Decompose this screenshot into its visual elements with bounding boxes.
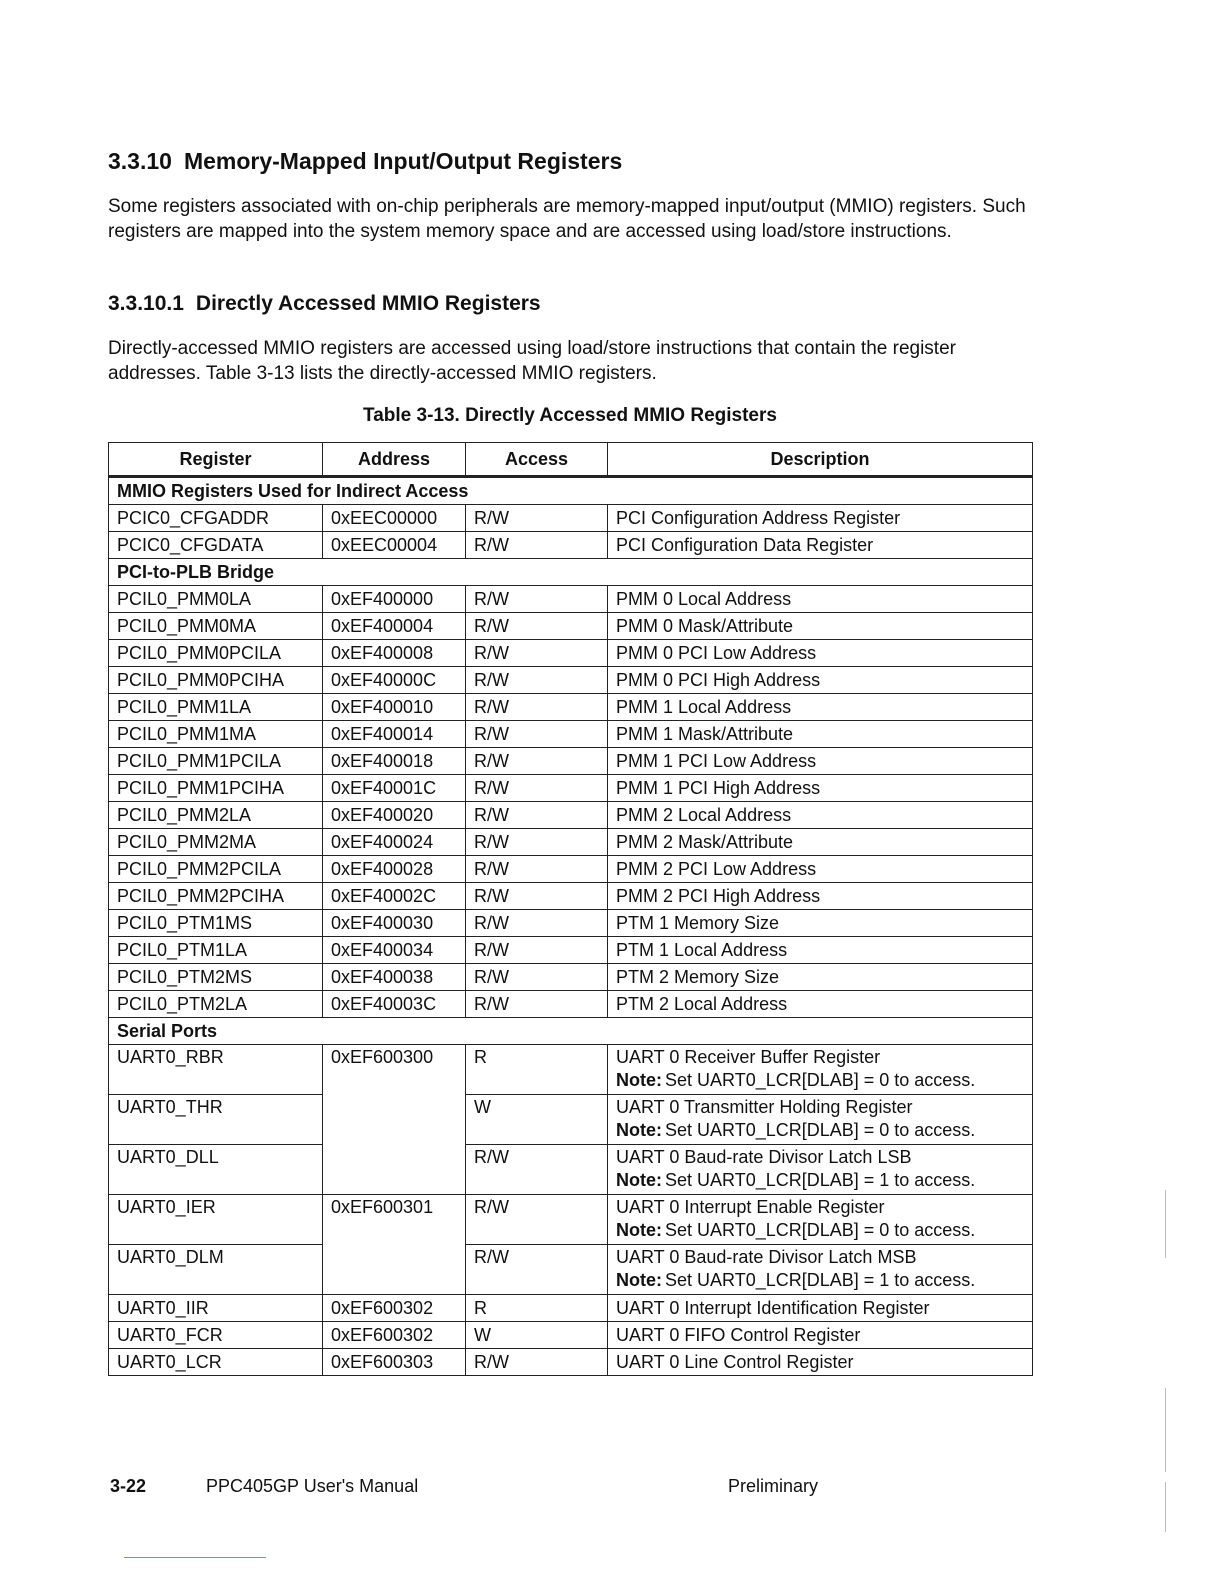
register-cell: PCIL0_PMM2PCILA <box>109 856 323 883</box>
description-text: UART 0 Interrupt Enable Register <box>616 1197 885 1217</box>
note-text: Set UART0_LCR[DLAB] = 1 to access. <box>665 1170 976 1190</box>
table-row <box>109 748 1033 775</box>
address-cell: 0xEF600302 <box>323 1295 466 1322</box>
note-label: Note: <box>616 1220 662 1240</box>
table-row <box>109 829 1033 856</box>
description-cell <box>608 1095 1033 1145</box>
table-row <box>109 1349 1033 1376</box>
access-cell: R/W <box>466 1145 608 1195</box>
description-text: UART 0 Baud-rate Divisor Latch LSB <box>616 1147 912 1167</box>
table-row <box>109 883 1033 910</box>
footer-manual-title: PPC405GP User's Manual <box>206 1476 419 1496</box>
description-cell <box>608 1349 1033 1376</box>
access-cell: R/W <box>466 721 608 748</box>
description-text: PMM 0 Local Address <box>616 589 792 609</box>
note-text: Set UART0_LCR[DLAB] = 1 to access. <box>665 1270 976 1290</box>
description-cell <box>608 775 1033 802</box>
address-cell: 0xEF40003C <box>323 991 466 1018</box>
description-cell <box>608 883 1033 910</box>
address-cell: 0xEF400020 <box>323 802 466 829</box>
register-cell: PCIL0_PMM1MA <box>109 721 323 748</box>
access-cell: R/W <box>466 532 608 559</box>
description-text: PCI Configuration Data Register <box>616 535 874 555</box>
description-cell <box>608 910 1033 937</box>
table-row <box>109 1295 1033 1322</box>
description-cell <box>608 802 1033 829</box>
register-cell: UART0_THR <box>109 1095 323 1145</box>
section-row <box>109 1018 1033 1045</box>
address-cell: 0xEF40002C <box>323 883 466 910</box>
access-cell: R/W <box>466 964 608 991</box>
note-text: Set UART0_LCR[DLAB] = 0 to access. <box>665 1070 976 1090</box>
header-description: Description <box>608 443 1033 477</box>
table-caption: Table 3-13. Directly Accessed MMIO Registers <box>363 405 777 426</box>
description-text: UART 0 Transmitter Holding Register <box>616 1097 913 1117</box>
register-cell: PCIL0_PTM1LA <box>109 937 323 964</box>
description-cell <box>608 748 1033 775</box>
header-address: Address <box>323 443 466 477</box>
register-cell: PCIL0_PMM2MA <box>109 829 323 856</box>
access-cell: R/W <box>466 937 608 964</box>
table-row <box>109 964 1033 991</box>
table-row <box>109 1195 1033 1245</box>
description-text: UART 0 Interrupt Identification Register <box>616 1298 930 1318</box>
access-cell: R/W <box>466 613 608 640</box>
note-text: Set UART0_LCR[DLAB] = 0 to access. <box>665 1120 976 1140</box>
table-row <box>109 991 1033 1018</box>
table-row <box>109 505 1033 532</box>
header-register: Register <box>109 443 323 477</box>
register-cell: UART0_LCR <box>109 1349 323 1376</box>
subsection-number: 3.3.10.1 <box>108 292 184 315</box>
register-cell: UART0_RBR <box>109 1045 323 1095</box>
description-cell <box>608 1295 1033 1322</box>
description-text: UART 0 Baud-rate Divisor Latch MSB <box>616 1247 917 1267</box>
access-cell: R/W <box>466 829 608 856</box>
description-cell <box>608 964 1033 991</box>
register-cell: UART0_IIR <box>109 1295 323 1322</box>
description-cell <box>608 667 1033 694</box>
address-cell: 0xEF600302 <box>323 1322 466 1349</box>
subsection-paragraph: Directly-accessed MMIO registers are accessed using load/store instructions that contain the register addresses. Table 3-13 lists the directly-accessed MMIO registers. <box>108 338 956 384</box>
address-cell: 0xEF400010 <box>323 694 466 721</box>
description-text: PMM 0 Mask/Attribute <box>616 616 794 636</box>
description-cell <box>608 613 1033 640</box>
address-cell: 0xEF400034 <box>323 937 466 964</box>
access-cell: R/W <box>466 505 608 532</box>
page-bottom-rule <box>124 1557 266 1558</box>
address-cell: 0xEF400018 <box>323 748 466 775</box>
register-cell: UART0_FCR <box>109 1322 323 1349</box>
description-text: PMM 1 Mask/Attribute <box>616 724 794 744</box>
register-cell: UART0_DLL <box>109 1145 323 1195</box>
description-cell <box>608 1145 1033 1195</box>
access-cell: R/W <box>466 856 608 883</box>
description-cell <box>608 991 1033 1018</box>
table-row <box>109 721 1033 748</box>
description-text: UART 0 Line Control Register <box>616 1352 854 1372</box>
description-text: PMM 2 Local Address <box>616 805 792 825</box>
address-cell: 0xEF400004 <box>323 613 466 640</box>
description-text: PMM 1 PCI Low Address <box>616 751 817 771</box>
section-heading <box>108 148 622 175</box>
section-title: Memory-Mapped Input/Output Registers <box>183 148 623 174</box>
note-label: Note: <box>616 1170 662 1190</box>
description-text: PMM 1 Local Address <box>616 697 792 717</box>
address-cell: 0xEF600303 <box>323 1349 466 1376</box>
description-cell <box>608 586 1033 613</box>
table-row <box>109 937 1033 964</box>
description-cell <box>608 532 1033 559</box>
address-cell: 0xEF600300 <box>323 1045 466 1195</box>
address-cell: 0xEEC00004 <box>323 532 466 559</box>
section-number: 3.3.10 <box>108 148 172 174</box>
register-cell: PCIC0_CFGDATA <box>109 532 323 559</box>
description-text: PCI Configuration Address Register <box>616 508 901 528</box>
table-row <box>109 640 1033 667</box>
description-text: PMM 2 PCI High Address <box>616 886 821 906</box>
address-cell: 0xEF40001C <box>323 775 466 802</box>
subsection-heading <box>108 292 541 316</box>
access-cell: R/W <box>466 748 608 775</box>
address-cell: 0xEF400000 <box>323 586 466 613</box>
access-cell: W <box>466 1322 608 1349</box>
address-cell: 0xEF400014 <box>323 721 466 748</box>
description-cell <box>608 505 1033 532</box>
description-cell <box>608 1045 1033 1095</box>
access-cell: W <box>466 1095 608 1145</box>
description-cell <box>608 694 1033 721</box>
address-cell: 0xEF400024 <box>323 829 466 856</box>
access-cell: R/W <box>466 640 608 667</box>
access-cell: R/W <box>466 802 608 829</box>
table-row <box>109 532 1033 559</box>
mmio-register-table <box>108 442 1033 1376</box>
footer-page-number: 3-22 <box>110 1476 147 1496</box>
table-row <box>109 1322 1033 1349</box>
header-access: Access <box>466 443 608 477</box>
scan-edge-line <box>1165 1388 1166 1472</box>
table-row <box>109 613 1033 640</box>
register-cell: PCIL0_PMM0LA <box>109 586 323 613</box>
table-row <box>109 1245 1033 1295</box>
register-cell: PCIL0_PTM2LA <box>109 991 323 1018</box>
table-row <box>109 694 1033 721</box>
register-cell: PCIL0_PMM0MA <box>109 613 323 640</box>
address-cell: 0xEEC00000 <box>323 505 466 532</box>
description-text: PTM 1 Memory Size <box>616 913 780 933</box>
note-label: Note: <box>616 1120 662 1140</box>
section-title-cell: Serial Ports <box>109 1018 1033 1045</box>
register-cell: UART0_IER <box>109 1195 323 1245</box>
table-row <box>109 910 1033 937</box>
description-cell <box>608 721 1033 748</box>
register-cell: PCIL0_PTM2MS <box>109 964 323 991</box>
scan-edge-line <box>1165 1190 1166 1258</box>
section-title-cell: MMIO Registers Used for Indirect Access <box>109 477 1033 505</box>
description-text: PTM 2 Local Address <box>616 994 788 1014</box>
section-title-cell: PCI-to-PLB Bridge <box>109 559 1033 586</box>
table-row <box>109 1095 1033 1145</box>
description-cell <box>608 640 1033 667</box>
access-cell: R/W <box>466 991 608 1018</box>
access-cell: R/W <box>466 667 608 694</box>
section-row <box>109 559 1033 586</box>
table-row <box>109 1145 1033 1195</box>
access-cell: R <box>466 1045 608 1095</box>
scan-edge-line <box>1165 1482 1166 1532</box>
intro-paragraph: Some registers associated with on-chip peripherals are memory-mapped input/output (MMIO) registers. Such registers are mapped into the system memory space and are accessed using load/store instructions. <box>108 196 1026 242</box>
register-cell: UART0_DLM <box>109 1245 323 1295</box>
description-text: PMM 0 PCI Low Address <box>616 643 817 663</box>
access-cell: R/W <box>466 1195 608 1245</box>
access-cell: R/W <box>466 1349 608 1376</box>
description-text: PTM 2 Memory Size <box>616 967 780 987</box>
access-cell: R/W <box>466 586 608 613</box>
access-cell: R/W <box>466 694 608 721</box>
description-cell <box>608 1195 1033 1245</box>
description-cell <box>608 1245 1033 1295</box>
description-cell <box>608 856 1033 883</box>
access-cell: R <box>466 1295 608 1322</box>
table-row <box>109 856 1033 883</box>
register-cell: PCIC0_CFGADDR <box>109 505 323 532</box>
description-text: PTM 1 Local Address <box>616 940 788 960</box>
address-cell: 0xEF400008 <box>323 640 466 667</box>
table-header-row <box>109 443 1033 477</box>
address-cell: 0xEF600301 <box>323 1195 466 1295</box>
table-body <box>109 477 1033 1376</box>
register-cell: PCIL0_PMM2LA <box>109 802 323 829</box>
address-cell: 0xEF400038 <box>323 964 466 991</box>
address-cell: 0xEF40000C <box>323 667 466 694</box>
register-cell: PCIL0_PMM0PCIHA <box>109 667 323 694</box>
table-row <box>109 775 1033 802</box>
note-label: Note: <box>616 1070 662 1090</box>
access-cell: R/W <box>466 1245 608 1295</box>
register-cell: PCIL0_PMM1PCILA <box>109 748 323 775</box>
description-cell <box>608 937 1033 964</box>
description-text: UART 0 Receiver Buffer Register <box>616 1047 881 1067</box>
footer-status: Preliminary <box>728 1476 819 1496</box>
register-cell: PCIL0_PMM2PCIHA <box>109 883 323 910</box>
address-cell: 0xEF400030 <box>323 910 466 937</box>
description-text: PMM 0 PCI High Address <box>616 670 821 690</box>
description-text: UART 0 FIFO Control Register <box>616 1325 861 1345</box>
access-cell: R/W <box>466 883 608 910</box>
description-text: PMM 2 Mask/Attribute <box>616 832 794 852</box>
note-text: Set UART0_LCR[DLAB] = 0 to access. <box>665 1220 976 1240</box>
access-cell: R/W <box>466 775 608 802</box>
register-cell: PCIL0_PMM1LA <box>109 694 323 721</box>
register-cell: PCIL0_PTM1MS <box>109 910 323 937</box>
table-row <box>109 1045 1033 1095</box>
register-cell: PCIL0_PMM1PCIHA <box>109 775 323 802</box>
table-row <box>109 802 1033 829</box>
description-text: PMM 2 PCI Low Address <box>616 859 817 879</box>
access-cell: R/W <box>466 910 608 937</box>
subsection-title: Directly Accessed MMIO Registers <box>195 292 541 315</box>
section-row <box>109 477 1033 505</box>
table-row <box>109 667 1033 694</box>
description-text: PMM 1 PCI High Address <box>616 778 821 798</box>
description-cell <box>608 829 1033 856</box>
register-cell: PCIL0_PMM0PCILA <box>109 640 323 667</box>
table-row <box>109 586 1033 613</box>
address-cell: 0xEF400028 <box>323 856 466 883</box>
note-label: Note: <box>616 1270 662 1290</box>
description-cell <box>608 1322 1033 1349</box>
